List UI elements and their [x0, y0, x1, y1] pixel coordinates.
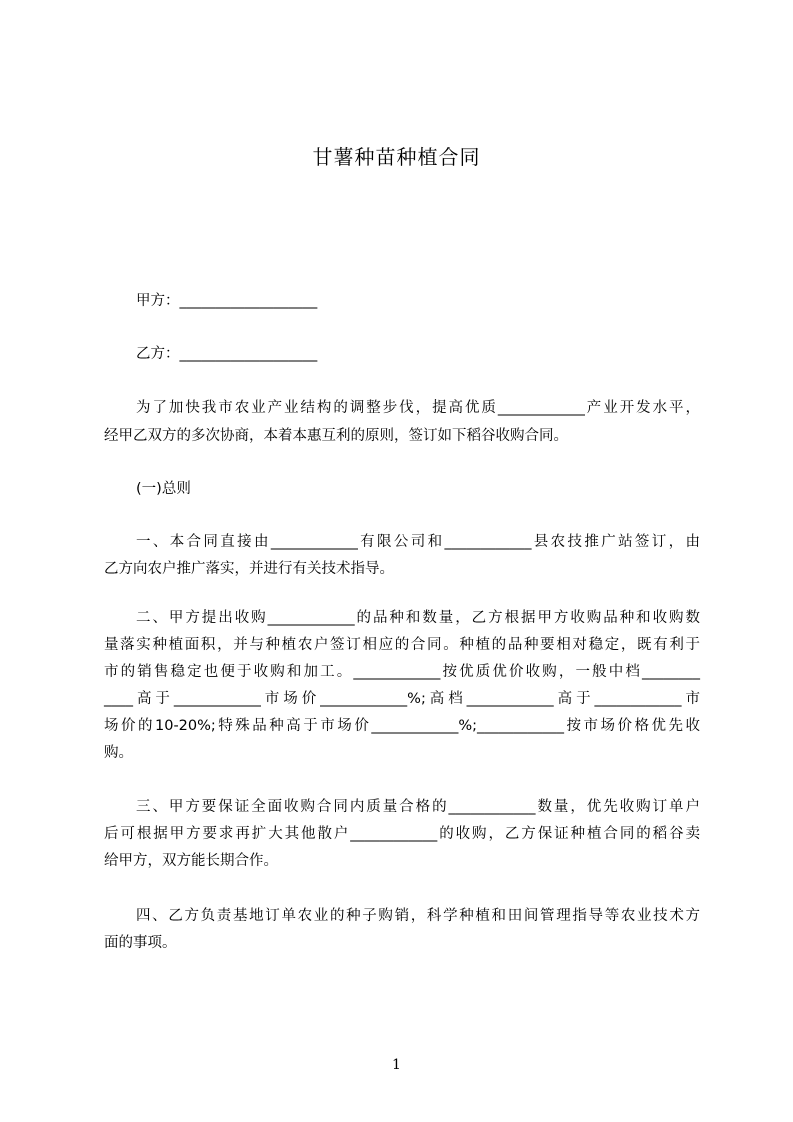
document-title: 甘薯种苗种植合同	[312, 145, 481, 169]
intro-line: 经甲乙双方的多次协商，本着本惠互利的原则，签订如下稻谷收购合同。	[104, 428, 568, 444]
clause-2-line: 场价的10-20%;特殊品种高于市场价____________%;____________按市场价格优先收	[104, 718, 700, 734]
clause-2-line: 二、甲方提出收购____________的品种和数量，乙方根据甲方收购品种和收购数	[136, 610, 700, 626]
clause-2-line: 量落实种植面积，并与种植农户签订相应的合同。种植的品种要相对稳定，既有利于	[104, 637, 700, 653]
section-heading: (一)总则	[136, 481, 191, 497]
intro-line: 为了加快我市农业产业结构的调整步伐，提高优质____________产业开发水平，	[136, 400, 700, 416]
clause-2-line: ____高于____________市场价____________%;高档____________高于____________市	[104, 691, 700, 707]
clause-1-line: 乙方向农户推广落实，并进行有关技术指导。	[104, 561, 394, 577]
clause-2-line: 购。	[104, 745, 133, 761]
clause-3-line: 后可根据甲方要求再扩大其他散户____________的收购，乙方保证种植合同的稻谷卖	[104, 826, 700, 842]
page-number: 1	[392, 1057, 401, 1073]
clause-2-line: 市的销售稳定也便于收购和加工。____________按优质优价收购，一般中档________	[104, 664, 700, 680]
clause-3-line: 三、甲方要保证全面收购合同内质量合格的____________数量，优先收购订单户	[136, 799, 700, 815]
clause-4-line: 面的事项。	[104, 935, 177, 951]
clause-1-line: 一、本合同直接由____________有限公司和____________县农技推广站签订，由	[136, 534, 700, 550]
party-a-line: 甲方：___________________	[136, 293, 318, 309]
clause-3-line: 给甲方，双方能长期合作。	[104, 853, 278, 869]
clause-4-line: 四、乙方负责基地订单农业的种子购销，科学种植和田间管理指导等农业技术方	[136, 908, 700, 924]
party-b-line: 乙方：___________________	[136, 346, 318, 362]
